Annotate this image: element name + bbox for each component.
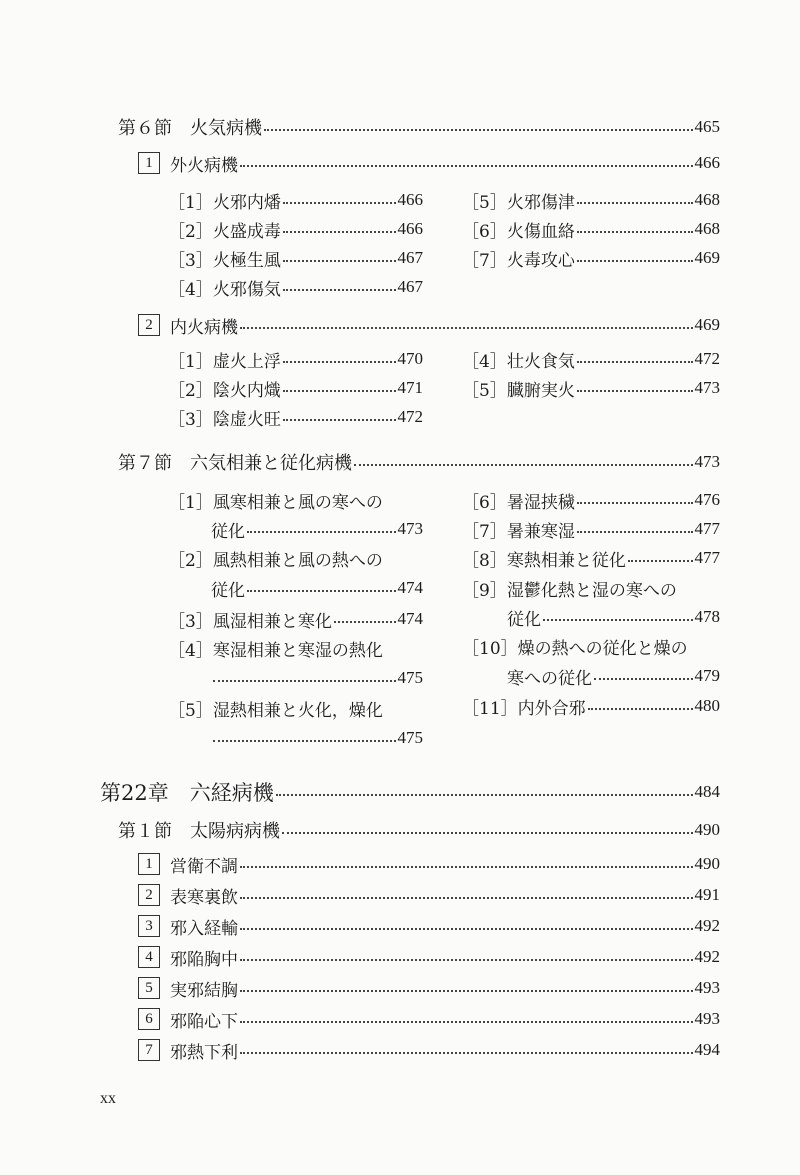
item-page: 468	[694, 219, 720, 238]
toc-item[interactable]	[462, 544, 720, 572]
number-box: 2	[138, 884, 160, 906]
number-box: 1	[138, 152, 160, 174]
entry-title: 第６節 火気病機	[118, 118, 262, 139]
entry-page: 465	[694, 117, 720, 136]
item-page: 474	[397, 578, 423, 597]
item-page: 476	[694, 490, 720, 509]
entry-page: 493	[694, 978, 720, 997]
item-page: 466	[397, 219, 423, 238]
leader-dots	[240, 864, 693, 868]
item-page: 470	[397, 349, 423, 368]
leader-dots	[283, 229, 396, 233]
toc-entry-subsection[interactable]	[138, 850, 720, 878]
item-title: ［6］暑湿挟穢	[462, 492, 575, 513]
toc-item[interactable]	[168, 605, 423, 633]
item-page: 472	[397, 407, 423, 426]
toc-entry-subsection[interactable]	[138, 943, 720, 971]
toc-item[interactable]	[211, 574, 423, 602]
item-title: ［2］火盛成毒	[168, 221, 281, 242]
entry-page: 466	[694, 153, 720, 172]
entry-page: 491	[694, 885, 720, 904]
toc-item-line1	[462, 574, 677, 602]
toc-item[interactable]	[168, 345, 423, 373]
item-title: ［4］寒湿相兼と寒湿の熱化	[168, 640, 383, 661]
leader-dots	[283, 287, 396, 291]
leader-dots	[577, 229, 693, 233]
item-page: 473	[694, 378, 720, 397]
toc-item[interactable]	[507, 662, 720, 690]
item-page: 474	[397, 609, 423, 628]
leader-dots	[577, 388, 693, 392]
item-page: 477	[694, 548, 720, 567]
leader-dots	[283, 200, 396, 204]
item-title: ［3］火極生風	[168, 250, 281, 271]
item-page: 479	[694, 666, 720, 685]
leader-dots	[240, 1050, 693, 1054]
number-box: 7	[138, 1039, 160, 1061]
toc-item[interactable]	[211, 515, 423, 543]
item-title-cont: 従化	[211, 580, 245, 601]
item-title: ［4］壮火食気	[462, 351, 575, 372]
toc-entry-subsection[interactable]	[138, 1036, 720, 1064]
item-title-cont: 寒への従化	[507, 668, 592, 689]
leader-dots	[240, 325, 693, 329]
toc-item[interactable]	[168, 215, 423, 243]
item-page: 480	[694, 696, 720, 715]
item-title: ［7］暑兼寒湿	[462, 521, 575, 542]
item-page: 475	[397, 728, 423, 747]
item-title: ［5］臓腑実火	[462, 380, 575, 401]
toc-item[interactable]	[462, 215, 720, 243]
leader-dots	[213, 678, 396, 682]
toc-item[interactable]	[507, 603, 720, 631]
toc-item[interactable]	[462, 515, 720, 543]
entry-page: 490	[694, 820, 720, 839]
number-box: 5	[138, 977, 160, 999]
entry-title: 内火病機	[170, 317, 238, 338]
toc-entry-subsection-2[interactable]	[138, 311, 720, 339]
entry-title: 営衛不調	[170, 856, 238, 877]
toc-item-line1	[168, 634, 383, 662]
item-page: 466	[397, 190, 423, 209]
leader-dots	[334, 619, 396, 623]
item-title: ［2］風熱相兼と風の熱への	[168, 550, 383, 571]
entry-title: 邪陥心下	[170, 1011, 238, 1032]
item-page: 478	[694, 607, 720, 626]
item-title: ［7］火毒攻心	[462, 250, 575, 271]
item-page: 472	[694, 349, 720, 368]
leader-dots	[283, 388, 396, 392]
toc-entry-subsection[interactable]	[138, 974, 720, 1002]
leader-dots	[577, 359, 693, 363]
toc-entry-chapter-22-section-1[interactable]	[118, 816, 720, 844]
leader-dots	[577, 500, 693, 504]
item-title: ［1］火邪内燔	[168, 192, 281, 213]
item-title: ［5］火邪傷津	[462, 192, 575, 213]
leader-dots	[577, 529, 693, 533]
entry-title: 外火病機	[170, 155, 238, 176]
entry-title: 邪熱下利	[170, 1042, 238, 1063]
item-title: ［2］陰火内熾	[168, 380, 281, 401]
entry-title: 第１節 太陽病病機	[118, 821, 280, 842]
toc-item[interactable]	[211, 724, 423, 752]
toc-entry-subsection-1[interactable]	[138, 149, 720, 177]
toc-item[interactable]	[462, 374, 720, 402]
entry-page: 492	[694, 947, 720, 966]
toc-item[interactable]	[462, 345, 720, 373]
entry-title: 第７節 六気相兼と従化病機	[118, 453, 352, 474]
toc-item[interactable]	[168, 244, 423, 272]
item-page: 467	[397, 248, 423, 267]
toc-entry-section-6[interactable]	[118, 113, 720, 141]
item-title: ［6］火傷血絡	[462, 221, 575, 242]
toc-item[interactable]	[168, 186, 423, 214]
toc-item[interactable]	[168, 273, 423, 301]
leader-dots	[264, 127, 693, 131]
toc-entry-subsection[interactable]	[138, 912, 720, 940]
toc-item[interactable]	[462, 244, 720, 272]
item-page: 471	[397, 378, 423, 397]
leader-dots	[240, 957, 693, 961]
toc-item[interactable]	[211, 664, 423, 692]
toc-item[interactable]	[168, 374, 423, 402]
number-box: 1	[138, 853, 160, 875]
item-page: 475	[397, 668, 423, 687]
item-title: ［8］寒熱相兼と従化	[462, 550, 626, 571]
leader-dots	[543, 617, 693, 621]
number-box: 6	[138, 1008, 160, 1030]
entry-page: 473	[694, 452, 720, 471]
toc-item[interactable]	[462, 186, 720, 214]
item-title: ［3］風湿相兼と寒化	[168, 611, 332, 632]
item-title: ［5］湿熱相兼と火化，燥化	[168, 700, 383, 721]
leader-dots	[283, 258, 396, 262]
leader-dots	[588, 706, 693, 710]
entry-page: 469	[694, 315, 720, 334]
item-title: ［3］陰虚火旺	[168, 409, 281, 430]
item-page: 469	[694, 248, 720, 267]
item-title: ［10］燥の熱への従化と燥の	[462, 638, 688, 659]
entry-title: 実邪結胸	[170, 980, 238, 1001]
leader-dots	[247, 588, 396, 592]
leader-dots	[240, 163, 693, 167]
entry-page: 494	[694, 1040, 720, 1059]
number-box: 2	[138, 314, 160, 336]
toc-item-line1	[168, 486, 383, 514]
entry-title: 邪陥胸中	[170, 949, 238, 970]
leader-dots	[240, 1019, 693, 1023]
toc-entry-subsection[interactable]	[138, 881, 720, 909]
toc-entry-section-7[interactable]	[118, 448, 720, 476]
leader-dots	[577, 258, 693, 262]
item-page: 468	[694, 190, 720, 209]
item-title-cont: 従化	[211, 521, 245, 542]
item-page: 467	[397, 277, 423, 296]
leader-dots	[240, 988, 693, 992]
leader-dots	[283, 359, 396, 363]
leader-dots	[276, 792, 693, 796]
item-page: 477	[694, 519, 720, 538]
leader-dots	[577, 200, 693, 204]
toc-item[interactable]	[462, 486, 720, 514]
leader-dots	[240, 895, 693, 899]
entry-page: 484	[694, 782, 720, 801]
entry-page: 493	[694, 1009, 720, 1028]
leader-dots	[240, 926, 693, 930]
entry-page: 490	[694, 854, 720, 873]
number-box: 4	[138, 946, 160, 968]
entry-title: 邪入経輸	[170, 918, 238, 939]
leader-dots	[282, 830, 693, 834]
number-box: 3	[138, 915, 160, 937]
leader-dots	[628, 558, 693, 562]
item-page: 473	[397, 519, 423, 538]
leader-dots	[283, 417, 396, 421]
entry-title: 表寒裏飲	[170, 887, 238, 908]
toc-item-line1	[168, 544, 383, 572]
entry-page: 492	[694, 916, 720, 935]
toc-item-line1	[168, 694, 383, 722]
page-number: xx	[100, 1090, 116, 1107]
toc-entry-subsection[interactable]	[138, 1005, 720, 1033]
toc-item[interactable]	[168, 403, 423, 431]
item-title: ［4］火邪傷気	[168, 279, 281, 300]
leader-dots	[213, 738, 396, 742]
item-title-cont: 従化	[507, 609, 541, 630]
leader-dots	[594, 676, 693, 680]
toc-item-line1	[462, 632, 688, 660]
leader-dots	[354, 462, 693, 466]
leader-dots	[247, 529, 396, 533]
item-title: ［1］風寒相兼と風の寒への	[168, 492, 383, 513]
toc-item[interactable]	[462, 692, 720, 720]
item-title: ［1］虚火上浮	[168, 351, 281, 372]
entry-title: 第22章 六経病機	[100, 781, 274, 805]
item-title: ［9］湿鬱化熱と湿の寒への	[462, 580, 677, 601]
toc-entry-chapter-22[interactable]	[100, 776, 720, 808]
item-title: ［11］内外合邪	[462, 698, 586, 719]
